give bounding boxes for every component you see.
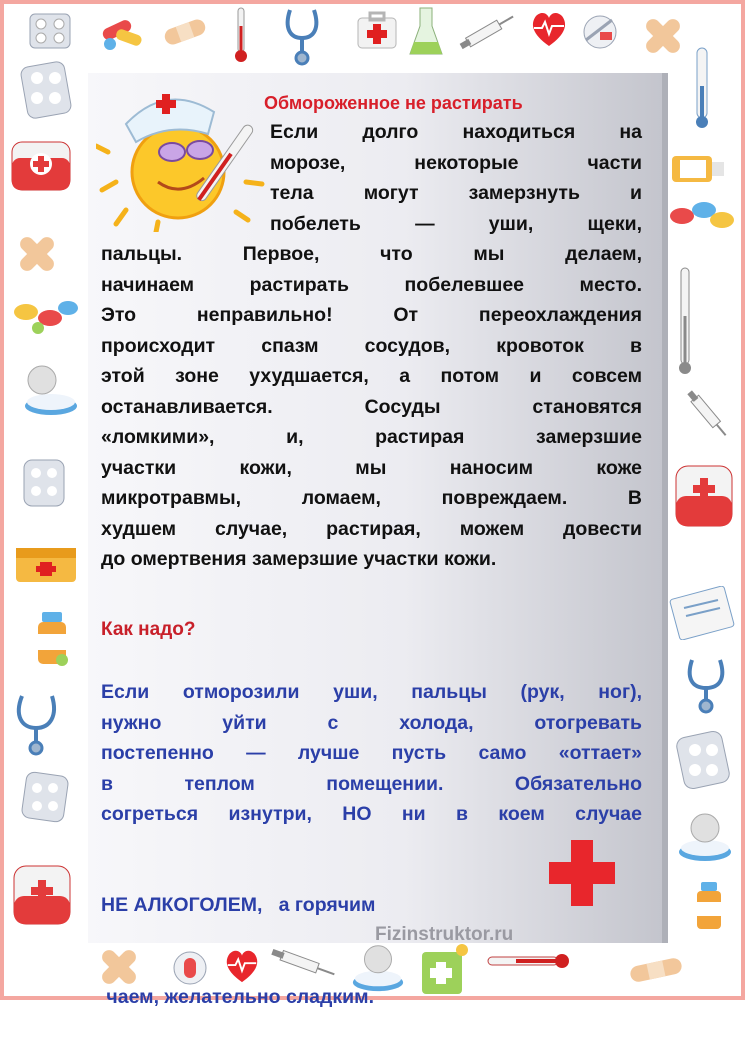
stethoscope-icon (276, 4, 330, 66)
text-line: начинаем растирать побелевшее место. (101, 273, 642, 296)
text-line: этой зоне ухудшается, а потом и совсем (101, 365, 642, 387)
first-aid-kit-icon (416, 940, 472, 996)
text-line: Если долго находиться на (270, 121, 642, 143)
text-line: Если отморозили уши, пальцы (рук, ног), (101, 681, 642, 703)
text-line: тела могут замерзнуть и (270, 182, 642, 204)
red-cross-icon (547, 838, 617, 908)
first-aid-kit-icon (12, 534, 80, 586)
text-line: происходит спазм сосудов, кровоток в (101, 334, 642, 357)
thermometer-icon (486, 950, 572, 972)
paragraph-1-lines-1-4 (270, 117, 642, 239)
medical-bag-icon (6, 128, 76, 198)
text-line: Это неправильно! От переохлаждения (101, 304, 642, 326)
text-line: в теплом помещении. Обязательно (101, 772, 642, 795)
text-line: морозе, некоторые части (270, 151, 642, 174)
text-line: худшем случае, растирая, можем довести (101, 517, 642, 540)
stethoscope-icon (680, 654, 738, 714)
site-watermark: Fizinstruktor.ru (375, 924, 514, 945)
text-line: НЕ АЛКОГОЛЕМ, а горячим (101, 894, 376, 916)
text-line: чаем, желательно сладким. (101, 985, 374, 1008)
bandage-icon (626, 950, 686, 990)
pills-icon (10, 292, 82, 336)
paragraph-1-lines-5-15 (101, 239, 642, 575)
heart-pulse-icon (528, 10, 570, 48)
text-line: останавливается. Сосуды становятся (101, 395, 642, 418)
thermometer-icon (232, 6, 250, 64)
paragraph-2-lines-6-7 (101, 829, 375, 1043)
pills-icon (580, 12, 620, 52)
subheading: Как надо? (101, 619, 196, 640)
petri-dish-icon (676, 806, 734, 864)
medical-bag-icon (10, 856, 74, 928)
petri-dish-icon (22, 360, 80, 420)
pill-blister-icon (28, 12, 72, 50)
medicine-bottle-icon (692, 880, 726, 932)
stethoscope-icon (8, 690, 70, 756)
thermometer-icon (676, 266, 694, 376)
text-line: микротравмы, ломаем, повреждаем. В (101, 487, 642, 509)
pill-blister-icon (676, 730, 730, 790)
clipboard-icon (668, 586, 736, 640)
text-line: побелеть — уши, щеки, (270, 212, 642, 235)
text-line: «ломкими», и, растирая замерзшие (101, 426, 642, 448)
syringe-icon (455, 8, 521, 54)
paragraph-2-lines-1-5 (101, 677, 642, 830)
medical-bag-icon (672, 456, 736, 530)
text-line: согреться изнутри, НО ни в коем случае (101, 803, 642, 825)
medicine-bottle-icon (670, 150, 728, 186)
page-title: Обмороженное не растирать (264, 93, 523, 113)
bandage-icon (14, 232, 60, 276)
pill-blister-icon (20, 60, 72, 120)
text-line: пальцы. Первое, что мы делаем, (101, 243, 642, 265)
sun-nurse-icon (96, 72, 266, 232)
first-aid-kit-icon (356, 10, 398, 50)
text-line: нужно уйти с холода, отогревать (101, 711, 642, 734)
medicine-bottle-icon (32, 610, 72, 668)
bandage-icon (640, 14, 686, 58)
bandage-icon (160, 12, 210, 52)
thermometer-icon (692, 46, 712, 130)
text-line lastline: до омертвения замерзшие участки кожи. (101, 548, 497, 570)
flask-icon (408, 6, 444, 60)
syringe-icon (678, 380, 736, 446)
pills-icon (98, 10, 148, 54)
text-line: постепенно — лучше пусть само «оттает» (101, 742, 642, 764)
pill-blister-icon (20, 456, 68, 510)
pills-icon (666, 196, 738, 234)
text-line: участки кожи, мы наносим коже (101, 456, 642, 479)
pill-blister-icon (20, 770, 70, 824)
